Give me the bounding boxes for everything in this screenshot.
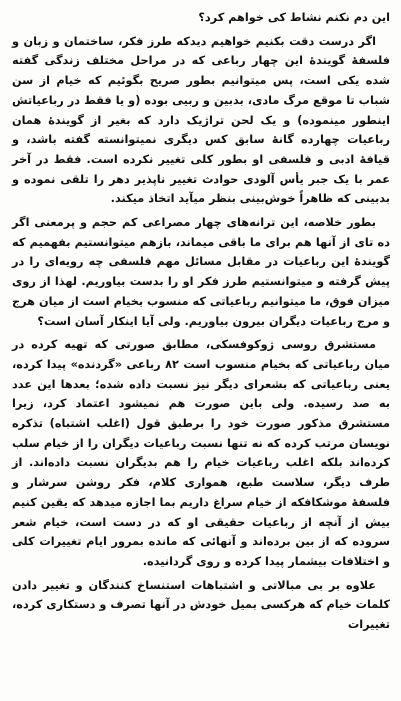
paragraph-summary: بطور خلاصه، این ترانه‌های چهار مصراعی کم حجم و پرمعنی اگر ده تای از آنها هم برای ما باقی میماند، بازهم میتوانستیم بفهمیم که گویندهٔ این رباعیات در مقابل مسائل مهم فلسفی چه رویه‌ای را در پیش گرفته و میتوانستیم طرز فکر او را بدست بیاوریم. لهذا از روی میزان فوق، ما میتوانیم رباعیاتی که منسوب بخیام است از میان هرج و مرج رباعیات دیگران بیرون بیاوریم. ولی آیا اینکار آسان است؟: [12, 216, 390, 328]
paragraph-four-quatrains: اگر درست دقت بکنیم خواهیم دیدکه طرز فکر، ساختمان و زبان و فلسفهٔ گویندهٔ این چهار رباعی که در مراحل مختلف زندگی گفته شده یکی است، پس میتوانیم بطور صریح بگوئیم که خیام از سن شباب تا موقع مرگ مادی، بدبین و ربیی بوده (و یا فقط در رباعیاتش اینطور مینموده) و یک لحن ترا‌ژیک دارد که بغیر از گویندهٔ همان رباعیات چهارده گانهٔ سابق کس دیگری نمیتوانسته گفته باشد، و قیافهٔ ادبی و فلسفی او بطور کلی تغییر نکرده است. فقط در آخر عمر با یک جبر یأس آلودی حوادث تغییر ناپذیر دهر را تلقی نموده و بدبینی که ظاهراً خوش‌بینی بنظر میآید اتخاذ میکند.: [12, 34, 390, 206]
paragraph-zhukovsky: مستشرق روسی ژوکوفسکی، مطابق صورتی که تهیه کرده در میان رباعیاتی که بخیام منسوب است ۸۲ رباعی «گردنده» پیدا کرده، یعنی رباعیاتی که بشعرای دیگر نیز نسبت داده شده؛ بعدها این عدد به صد رسیده. ولی باین صورت هم نمیشود اعتماد کرد، زیرا مستشرق مذکور صورت خود را برطبق قول (اغلب اشتباه) تذکره نویسان مرتب کرده که نه تنها نسبت رباعیات دیگران را از خیام سلب کرده‌اند بلکه اغلب رباعیات خیام را هم بدیگران نسبت داده‌اند. از طرف دیگر، سلاست طبع، همواری کلام، فکر روشن سرشار و فلسفهٔ موشکافکه از خیام سراغ داریم بما اجازه میدهد که یقین کنیم بیش از آنچه از رباعیات حقیقی او که در دست است، خیام شعر سروده که از بین برده‌اند و آنهائی که مانده بمرور ایام تغییرات کلی و اختلافات بیشمار پیدا کرده و روی گردانیده.: [12, 338, 390, 568]
paragraph-verse-line: این دم نکنم نشاط کی خواهم کرد؟: [198, 11, 390, 24]
paragraph-copyists: علاوه بر بی مبالاتی و اشتباهات استنساخ کنندگان و تغییر دادن کلمات خیام که هرکسی بمیل خودش در آنها تصرف و دستکاری کرده، تغییرات: [12, 578, 390, 632]
